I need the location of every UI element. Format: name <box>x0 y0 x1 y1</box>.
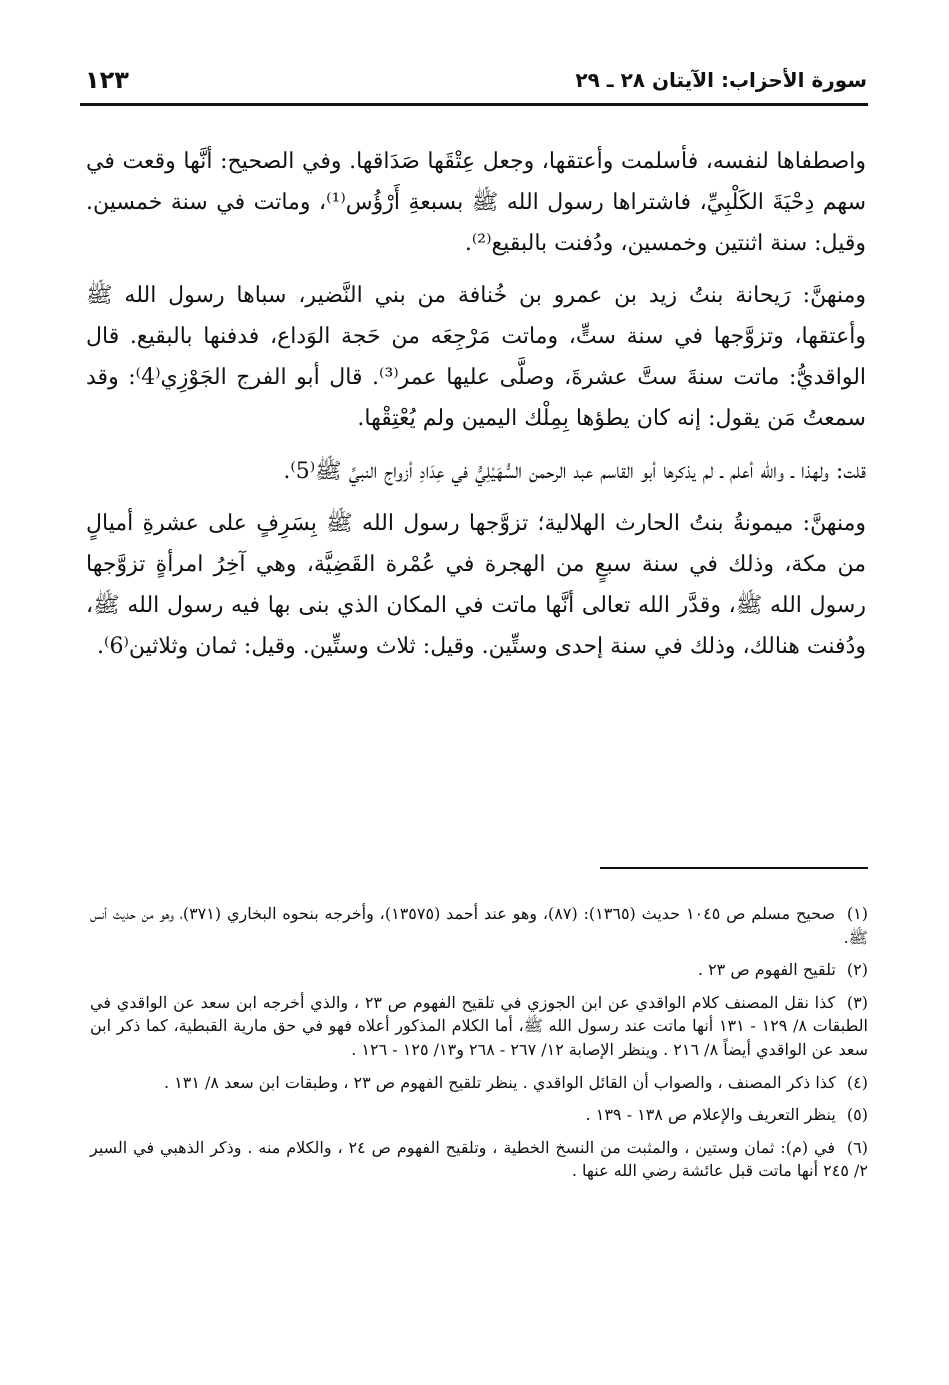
footnote-text: كذا ذكر المصنف ، والصواب أن القائل الواقدي . ينظر تلقيح الفهوم ص ٢٣ ، وطبقات ابن سعد ٨/ ١٣١ . <box>163 1072 836 1092</box>
footnote-text: ينظر التعريف والإعلام ص ١٣٨ - ١٣٩ . <box>585 1105 836 1125</box>
footnote-text: في (م): ثمان وستين ، والمثبت من النسخ الخطية ، وتلقيح الفهوم ص ٢٤ ، والكلام منه . وذكر الذهبي في السير ٢/ ٢٤٥ أنها ماتت قبل عائشة رضي الله عنها . <box>90 1137 868 1181</box>
footnote <box>90 1103 868 1127</box>
main-text <box>86 142 866 680</box>
footnote-text: تلقيح الفهوم ص ٢٣ . <box>697 960 836 980</box>
footnote-number: (٣) <box>846 992 868 1012</box>
footnote-number: (٤) <box>846 1072 868 1092</box>
footnote-text: كذا نقل المصنف كلام الواقدي عن ابن الجوزي في تلقيح الفهوم ص ٢٣ ، والذي أخرجه ابن سعد عن الواقدي في الطبقات ٨/ ١٢٩ - ١٣١ أنها ماتت عند رسول الله ﷺ، أما الكلام المذكور أعلاه فهو في حق مارية القبطية، كما ذكر ابن سعد عن الواقدي أيضاً ٨/ ٢١٦ . وينظر الإصابة ١٢/ ٢٦٧ - ٢٦٨ و١٣/ ١٢٥ - ١٢٦ . <box>90 992 869 1059</box>
footnote <box>90 1071 868 1095</box>
paragraph: ومنهنَّ: رَيحانة بنتُ زيد بن عمرو بن خُنافة من بني النَّضير، سباها رسول الله ﷺ وأعتقها، وتزوَّجها في سنة ستٍّ، وماتت مَرْجِعَه من حَجة الوَداع، فدفنها بالبقيع. قال الواقديُّ: ماتت سنةَ ستَّ عشرةَ، وصلَّى عليها عمر⁽³⁾. قال أبو الفرج الجَوْزِي⁽4⁾: وقد سمعتُ مَن يقول: إنه كان يطؤها بِمِلْك اليمين ولم يُعْتِقْها. <box>86 283 867 431</box>
footnote-number: (٢) <box>846 960 868 980</box>
footnote-number: (١) <box>846 904 868 923</box>
footnote-separator <box>600 867 868 869</box>
paragraph: واصطفاها لنفسه، فأسلمت وأعتقها، وجعل عِتْقَها صَدَاقها. وفي الصحيح: أنَّها وقعت في سهم دِحْيَةَ الكَلْبِيِّ، فاشتراها رسول الله ﷺ بسبعةِ أَرْؤُس⁽¹⁾، وماتت في سنة خمسين. وقيل: سنة اثنتين وخمسين، ودُفنت بالبقيع⁽²⁾. <box>86 149 866 256</box>
footnotes <box>90 902 868 1192</box>
paragraph: ومنهنَّ: ميمونةُ بنتُ الحارث الهلالية؛ تزوَّجها رسول الله ﷺ بِسَرِفٍ على عشرةِ أميالٍ من مكة، وذلك في سنة سبعٍ من الهجرة في عُمْرة القَضِيَّة، وهي آخِرُ امرأةٍ تزوَّجها رسول الله ﷺ، وقدَّر الله تعالى أنَّها ماتت في المكان الذي بنى بها فيه رسول الله ﷺ، ودُفنت هنالك، وذلك في سنة إحدى وستِّين. وقيل: ثلاث وستِّين. وقيل: ثمان وثلاثين⁽6⁾. <box>86 511 866 659</box>
footnote <box>90 991 868 1062</box>
page-number: ١٢٣ <box>85 66 129 94</box>
footnote-text: صحيح مسلم ص ١٠٤٥ حديث (١٣٦٥): (٨٧)، وهو عند أحمد (١٣٥٧٥)، وأخرجه بنحوه البخاري (٣٧١)، وهو من حديث أنس ﷺ. <box>90 904 868 947</box>
running-title: سورة الأحزاب: الآيتان ٢٨ ـ ٢٩ <box>575 68 867 92</box>
footnote <box>90 902 868 949</box>
footnote-number: (٥) <box>846 1105 868 1125</box>
page-header <box>85 64 867 100</box>
header-rule <box>80 103 868 106</box>
footnote <box>90 958 868 982</box>
paragraph: قلت: ولهذا ـ والله أعلم ـ لم يذكرها أبو القاسم عبد الرحمن السُّهَيْلِيُّ في عِدَادِ أزواج النبيِّ ﷺ⁽5⁾. <box>283 458 866 484</box>
footnote-number: (٦) <box>846 1137 868 1157</box>
footnote <box>90 1136 868 1183</box>
